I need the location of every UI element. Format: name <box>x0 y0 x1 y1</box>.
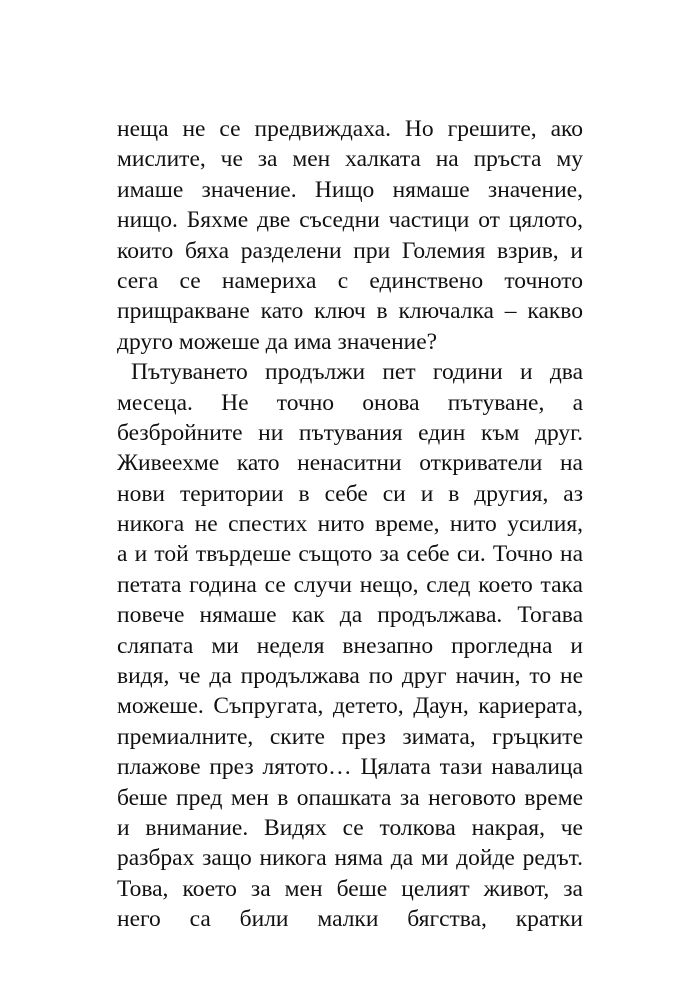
text-line: неща не се предвиждаха. Но грешите, ако <box>117 116 583 142</box>
text-line: сега се намериха с единствено точното <box>117 267 583 294</box>
text-line: премиалните, ските през зимата, гръцките <box>117 723 583 750</box>
text-line: повече нямаше как да продължава. Тогава <box>117 602 583 629</box>
text-line: него са били малки бягства, кратки <box>117 906 583 933</box>
text-line: а и той твърдеше същото за себе си. Точно на <box>117 541 583 568</box>
body-text <box>117 114 583 935</box>
text-line: и внимание. Видях се толкова накрая, че <box>117 814 583 841</box>
text-line: сляпата ми неделя внезапно прогледна и <box>117 632 583 659</box>
text-line: петата година се случи нещо, след което така <box>117 571 583 598</box>
text-line: които бяха разделени при Големия взрив, и <box>117 237 583 264</box>
text-line: видя, че да продължава по друг начин, то не <box>117 663 583 690</box>
text-line: безбройните ни пътувания един към друг. <box>117 419 583 446</box>
text-line: плажове през лятото… Цялата тази навалица <box>117 754 583 781</box>
text-line: мислите, че за мен халката на пръста му <box>117 146 583 173</box>
text-line: Живеехме като ненаситни откриватели на <box>117 450 583 477</box>
text-line: беше пред мен в опашката за неговото време <box>117 784 583 811</box>
text-line: можеше. Съпругата, детето, Даун, кариерата, <box>117 693 583 720</box>
text-line: нови територии в себе си и в другия, аз <box>117 480 583 507</box>
paragraph-2 <box>117 357 583 934</box>
text-line: нищо. Бяхме две съседни частици от цялото, <box>117 207 583 234</box>
paragraph-1 <box>117 114 583 357</box>
text-line: никога не спестих нито време, нито усилия, <box>117 511 583 538</box>
text-line: друго можеше да има значение? <box>117 328 438 355</box>
text-line: месеца. Не точно онова пътуване, а <box>117 389 583 416</box>
text-line: прищракване като ключ в ключалка – какво <box>117 298 583 325</box>
text-line: Това, което за мен беше целият живот, за <box>117 875 583 902</box>
text-line: имаше значение. Нищо нямаше значение, <box>117 176 583 203</box>
text-line: разбрах защо никога няма да ми дойде редът. <box>117 845 583 872</box>
text-line: Пътуването продължи пет години и два <box>131 359 583 386</box>
